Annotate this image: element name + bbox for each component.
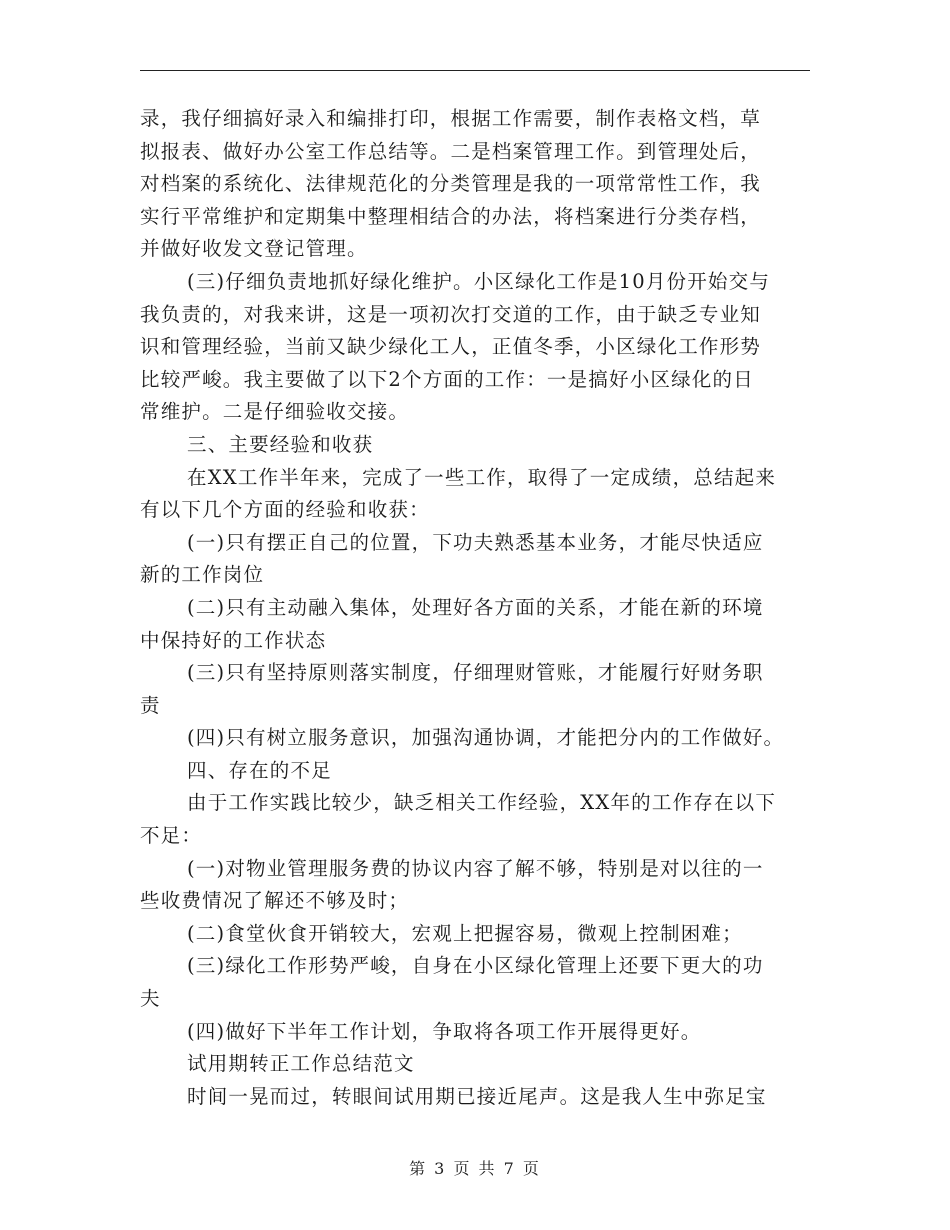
text-line: 责	[140, 693, 161, 717]
document-body	[140, 103, 820, 1113]
text-line: (三)绿化工作形势严峻，自身在小区绿化管理上还要下更大的功	[187, 954, 764, 978]
text-line: 时间一晃而过，转眼间试用期已接近尾声。这是我人生中弥足宝	[187, 1084, 767, 1108]
page-footer: 第 3 页 共 7 页	[409, 1159, 541, 1178]
text-line: 常维护。二是仔细验收交接。	[140, 400, 410, 424]
text-line: 并做好收发文登记管理。	[140, 237, 368, 261]
text-line: 实行平常维护和定期集中整理相结合的办法，将档案进行分类存档，	[140, 204, 762, 228]
text-line: (二)食堂伙食开销较大，宏观上把握容易，微观上控制困难；	[187, 921, 743, 945]
text-line: 些收费情况了解还不够及时；	[140, 889, 410, 913]
text-line: (二)只有主动融入集体，处理好各方面的关系，才能在新的环境	[187, 595, 764, 619]
text-line: 录，我仔细搞好录入和编排打印，根据工作需要，制作表格文档，草	[140, 107, 762, 130]
text-line: 夫	[140, 987, 161, 1011]
text-line: 由于工作实践比较少，缺乏相关工作经验，XX年的工作存在以下	[187, 791, 777, 815]
text-line: (三)只有坚持原则落实制度，仔细理财管账，才能履行好财务职	[187, 661, 764, 685]
text-line: (一)只有摆正自己的位置，下功夫熟悉基本业务，才能尽快适应	[187, 530, 764, 554]
text-line: (四)只有树立服务意识，加强沟通协调，才能把分内的工作做好。	[187, 726, 785, 750]
text-line: 不足：	[140, 824, 203, 848]
text-line: 比较严峻。我主要做了以下2个方面的工作：一是搞好小区绿化的日	[140, 367, 754, 391]
text-line: 识和管理经验，当前又缺少绿化工人，正值冬季，小区绿化工作形势	[140, 335, 762, 359]
text-line: 试用期转正工作总结范文	[187, 1052, 415, 1076]
text-line: 拟报表、做好办公室工作总结等。二是档案管理工作。到管理处后，	[140, 139, 762, 163]
text-line: 在XX工作半年来，完成了一些工作，取得了一定成绩，总结起来	[187, 465, 777, 489]
text-line: 有以下几个方面的经验和收获：	[140, 498, 430, 522]
text-line: 四、存在的不足	[187, 758, 332, 782]
text-line: 新的工作岗位	[140, 563, 265, 587]
text-line: 对档案的系统化、法律规范化的分类管理是我的一项常常性工作，我	[140, 172, 762, 196]
text-line: 中保持好的工作状态	[140, 628, 327, 652]
text-line: 我负责的，对我来讲，这是一项初次打交道的工作，由于缺乏专业知	[140, 302, 762, 326]
text-line: (四)做好下半年工作计划，争取将各项工作开展得更好。	[187, 1019, 702, 1043]
text-line: 三、主要经验和收获	[187, 432, 374, 456]
text-line: (三)仔细负责地抓好绿化维护。小区绿化工作是10月份开始交与	[187, 269, 771, 293]
text-line: (一)对物业管理服务费的协议内容了解不够，特别是对以往的一	[187, 856, 764, 880]
header-rule	[140, 70, 810, 71]
